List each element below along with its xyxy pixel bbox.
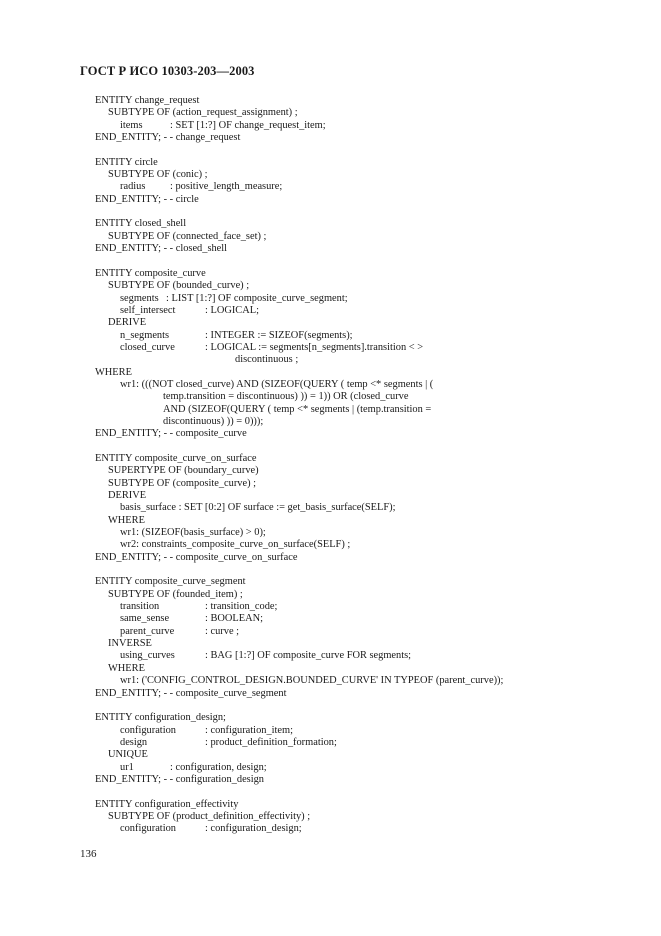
code-line: [0, 478, 661, 490]
blank-line: [0, 255, 661, 267]
code-text: ENTITY configuration_design;: [95, 712, 226, 724]
attribute-type: : BOOLEAN;: [205, 613, 264, 625]
code-text: WHERE: [95, 366, 132, 378]
code-line: [0, 181, 661, 193]
code-line: [0, 725, 661, 737]
code-line: [0, 650, 661, 662]
attribute-type: : LOGICAL := segments[n_segments].transition < >: [205, 341, 424, 353]
code-line: [0, 613, 661, 625]
code-text: END_ENTITY; - - composite_curve_on_surface: [95, 551, 298, 563]
code-text: END_ENTITY; - - change_request: [95, 132, 241, 144]
code-line: [0, 589, 661, 601]
code-text: radius: [120, 181, 146, 193]
code-line: [0, 774, 661, 786]
blank-line: [0, 441, 661, 453]
code-line: [0, 502, 661, 514]
code-text: END_ENTITY; - - configuration_design: [95, 773, 265, 785]
code-text: ENTITY change_request: [95, 95, 200, 106]
code-text: SUBTYPE OF (action_request_assignment) ;: [108, 107, 298, 119]
code-line: [0, 762, 661, 774]
code-line: [0, 157, 661, 169]
code-text: ENTITY closed_shell: [95, 218, 187, 230]
code-line: [0, 132, 661, 144]
code-text: basis_surface : SET [0:2] OF surface := get_basis_surface(SELF);: [120, 502, 396, 514]
attribute-type: : positive_length_measure;: [170, 181, 283, 193]
code-line: [0, 626, 661, 638]
code-line: [0, 416, 661, 428]
code-line: [0, 367, 661, 379]
code-line: [0, 737, 661, 749]
code-text: wr1: (((NOT closed_curve) AND (SIZEOF(QUERY ( temp <* segments | (: [120, 378, 434, 390]
code-text: SUBTYPE OF (conic) ;: [108, 169, 208, 181]
page-number: 136: [80, 848, 97, 860]
code-text: WHERE: [108, 662, 145, 674]
code-line: [0, 194, 661, 206]
attribute-type: : transition_code;: [205, 601, 278, 613]
code-line: [0, 342, 661, 354]
attribute-type: : INTEGER := SIZEOF(segments);: [205, 329, 353, 341]
code-line: [0, 268, 661, 280]
entity-definitions: [0, 95, 661, 836]
code-text: SUBTYPE OF (bounded_curve) ;: [108, 280, 250, 292]
code-line: [0, 218, 661, 230]
blank-line: [0, 206, 661, 218]
code-line: [0, 95, 661, 107]
code-line: [0, 404, 661, 416]
attribute-type: : SET [1:?] OF change_request_item;: [170, 119, 326, 131]
attribute-type: : product_definition_formation;: [205, 736, 337, 748]
code-line: [0, 515, 661, 527]
blank-line: [0, 700, 661, 712]
code-text: SUBTYPE OF (founded_item) ;: [108, 588, 243, 600]
code-text: configuration: [120, 823, 176, 835]
code-line: [0, 317, 661, 329]
code-text: ENTITY composite_curve_on_surface: [95, 452, 257, 464]
code-text: SUBTYPE OF (composite_curve) ;: [108, 477, 257, 489]
code-line: [0, 576, 661, 588]
code-text: DERIVE: [108, 490, 147, 501]
blank-line: [0, 786, 661, 798]
code-text: discontinuous) )) = 0)));: [163, 415, 264, 427]
code-text: items: [120, 119, 143, 131]
code-line: [0, 712, 661, 724]
code-line: [0, 243, 661, 255]
attribute-type: : configuration_design;: [205, 823, 302, 835]
code-text: END_ENTITY; - - composite_curve: [95, 428, 247, 440]
code-text: ENTITY composite_curve_segment: [95, 576, 246, 588]
code-line: [0, 305, 661, 317]
code-text: design: [120, 736, 148, 748]
code-text: using_curves: [120, 650, 175, 662]
code-text: UNIQUE: [108, 749, 148, 761]
code-line: [0, 231, 661, 243]
page-header-title: ГОСТ Р ИСО 10303-203—2003: [80, 64, 255, 78]
code-line: [0, 552, 661, 564]
code-text: ENTITY circle: [95, 156, 158, 168]
code-line: [0, 120, 661, 132]
code-line: [0, 293, 661, 305]
code-text: discontinuous ;: [235, 354, 299, 366]
code-line: [0, 539, 661, 551]
code-text: ur1: [120, 761, 134, 773]
code-line: [0, 799, 661, 811]
code-text: AND (SIZEOF(QUERY ( temp <* segments | (temp.transition =: [163, 403, 432, 415]
code-line: [0, 107, 661, 119]
code-text: same_sense: [120, 613, 170, 625]
code-line: [0, 391, 661, 403]
code-line: [0, 663, 661, 675]
blank-line: [0, 564, 661, 576]
code-line: [0, 601, 661, 613]
code-text: segments: [120, 292, 159, 304]
code-line: [0, 811, 661, 823]
code-text: wr1: ('CONFIG_CONTROL_DESIGN.BOUNDED_CURVE' IN TYPEOF (parent_curve));: [120, 675, 504, 687]
code-line: [0, 330, 661, 342]
code-line: [0, 379, 661, 391]
code-line: [0, 688, 661, 700]
code-text: END_ENTITY; - - closed_shell: [95, 243, 228, 255]
code-line: [0, 169, 661, 181]
code-line: [0, 428, 661, 440]
code-text: WHERE: [108, 514, 145, 526]
code-line: [0, 354, 661, 366]
code-line: [0, 675, 661, 687]
code-line: [0, 527, 661, 539]
code-line: [0, 465, 661, 477]
code-text: configuration: [120, 724, 176, 736]
attribute-type: : curve ;: [205, 625, 240, 637]
code-text: DERIVE: [108, 317, 147, 329]
code-text: ENTITY composite_curve: [95, 267, 206, 279]
code-text: END_ENTITY; - - circle: [95, 193, 199, 205]
code-line: [0, 453, 661, 465]
attribute-type: : BAG [1:?] OF composite_curve FOR segments;: [205, 650, 412, 662]
code-text: wr2: constraints_composite_curve_on_surface(SELF) ;: [120, 539, 351, 551]
code-line: [0, 823, 661, 835]
code-text: temp.transition = discontinuous) )) = 1)) OR (closed_curve: [163, 391, 409, 403]
attribute-type: : configuration_item;: [205, 724, 294, 736]
blank-line: [0, 144, 661, 156]
code-line: [0, 749, 661, 761]
attribute-type: : configuration, design;: [170, 761, 267, 773]
code-text: SUPERTYPE OF (boundary_curve): [108, 465, 259, 477]
code-text: SUBTYPE OF (product_definition_effectivity) ;: [108, 810, 311, 822]
attribute-type: : LOGICAL;: [205, 304, 259, 316]
code-text: wr1: (SIZEOF(basis_surface) > 0);: [120, 527, 266, 539]
code-line: [0, 280, 661, 292]
code-text: INVERSE: [108, 638, 152, 650]
code-text: self_intersect: [120, 304, 176, 316]
code-text: parent_curve: [120, 625, 175, 637]
code-text: SUBTYPE OF (connected_face_set) ;: [108, 230, 267, 242]
code-line: [0, 638, 661, 650]
attribute-type: : LIST [1:?] OF composite_curve_segment;: [166, 292, 348, 304]
code-text: closed_curve: [120, 341, 175, 353]
code-text: transition: [120, 601, 160, 613]
code-text: ENTITY configuration_effectivity: [95, 798, 239, 810]
code-text: n_segments: [120, 329, 170, 341]
code-line: [0, 490, 661, 502]
code-text: END_ENTITY; - - composite_curve_segment: [95, 687, 287, 699]
